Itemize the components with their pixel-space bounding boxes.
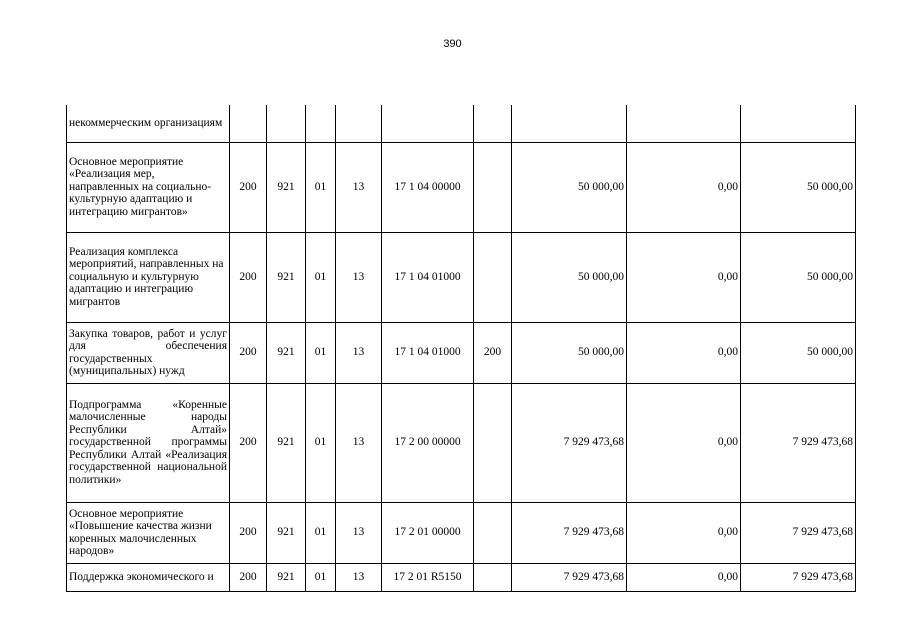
cell-target: 17 2 01 00000 [382,502,474,563]
cell-ministry: 921 [267,563,306,591]
cell-regional: 50 000,00 [741,142,856,232]
cell-section: 01 [306,383,336,502]
cell-target [382,105,474,142]
cell-regional: 7 929 473,68 [741,502,856,563]
row-name: Поддержка экономического и [67,563,230,591]
budget-table [66,105,856,592]
cell-ministry [267,105,306,142]
cell-target: 17 2 01 R5150 [382,563,474,591]
cell-total: 50 000,00 [512,232,627,322]
cell-section [306,105,336,142]
table-row [67,502,856,563]
cell-section: 01 [306,502,336,563]
cell-expense-type [474,142,512,232]
cell-status: 200 [230,502,267,563]
cell-total: 7 929 473,68 [512,383,627,502]
cell-status: 200 [230,142,267,232]
row-name: Основное мероприятие «Реализация мер, направленных на социально-культурную адаптацию и интеграцию мигрантов» [67,142,230,232]
cell-subsection: 13 [336,383,382,502]
cell-status: 200 [230,563,267,591]
row-name: Закупка товаров, работ и услуг для обеспечения государственных (муниципальных) нужд [67,322,230,383]
cell-regional: 50 000,00 [741,322,856,383]
row-name: некоммерческим организациям [67,105,230,142]
cell-ministry: 921 [267,502,306,563]
cell-status [230,105,267,142]
table-row [67,105,856,142]
cell-subsection [336,105,382,142]
cell-expense-type [474,502,512,563]
cell-expense-type [474,563,512,591]
cell-subsection: 13 [336,232,382,322]
cell-target: 17 1 04 00000 [382,142,474,232]
cell-total: 7 929 473,68 [512,563,627,591]
cell-subsection: 13 [336,563,382,591]
cell-section: 01 [306,142,336,232]
cell-section: 01 [306,322,336,383]
cell-target: 17 1 04 01000 [382,322,474,383]
cell-federal: 0,00 [627,502,741,563]
cell-federal: 0,00 [627,563,741,591]
row-name: Основное мероприятие «Повышение качества жизни коренных малочисленных народов» [67,502,230,563]
row-name: Реализация комплекса мероприятий, направленных на социальную и культурную адаптацию и интеграцию мигрантов [67,232,230,322]
cell-total: 50 000,00 [512,322,627,383]
row-name: Подпрограмма «Коренные малочисленные народы Республики Алтай» государственной программы Республики Алтай «Реализация государственной национальной политики» [67,383,230,502]
cell-total [512,105,627,142]
table-row [67,322,856,383]
table-row [67,563,856,591]
table-row [67,142,856,232]
cell-federal: 0,00 [627,232,741,322]
cell-expense-type [474,383,512,502]
cell-regional: 50 000,00 [741,232,856,322]
cell-ministry: 921 [267,322,306,383]
cell-subsection: 13 [336,322,382,383]
cell-expense-type: 200 [474,322,512,383]
cell-status: 200 [230,232,267,322]
cell-section: 01 [306,232,336,322]
cell-target: 17 2 00 00000 [382,383,474,502]
cell-ministry: 921 [267,383,306,502]
cell-regional: 7 929 473,68 [741,383,856,502]
cell-expense-type [474,105,512,142]
cell-subsection: 13 [336,502,382,563]
cell-regional: 7 929 473,68 [741,563,856,591]
table-row [67,232,856,322]
cell-federal: 0,00 [627,142,741,232]
cell-expense-type [474,232,512,322]
cell-section: 01 [306,563,336,591]
cell-total: 50 000,00 [512,142,627,232]
cell-subsection: 13 [336,142,382,232]
cell-federal [627,105,741,142]
cell-status: 200 [230,322,267,383]
table-row [67,383,856,502]
cell-total: 7 929 473,68 [512,502,627,563]
cell-federal: 0,00 [627,322,741,383]
page-number: 390 [443,38,462,50]
cell-federal: 0,00 [627,383,741,502]
cell-ministry: 921 [267,232,306,322]
cell-ministry: 921 [267,142,306,232]
cell-status: 200 [230,383,267,502]
cell-target: 17 1 04 01000 [382,232,474,322]
cell-regional [741,105,856,142]
